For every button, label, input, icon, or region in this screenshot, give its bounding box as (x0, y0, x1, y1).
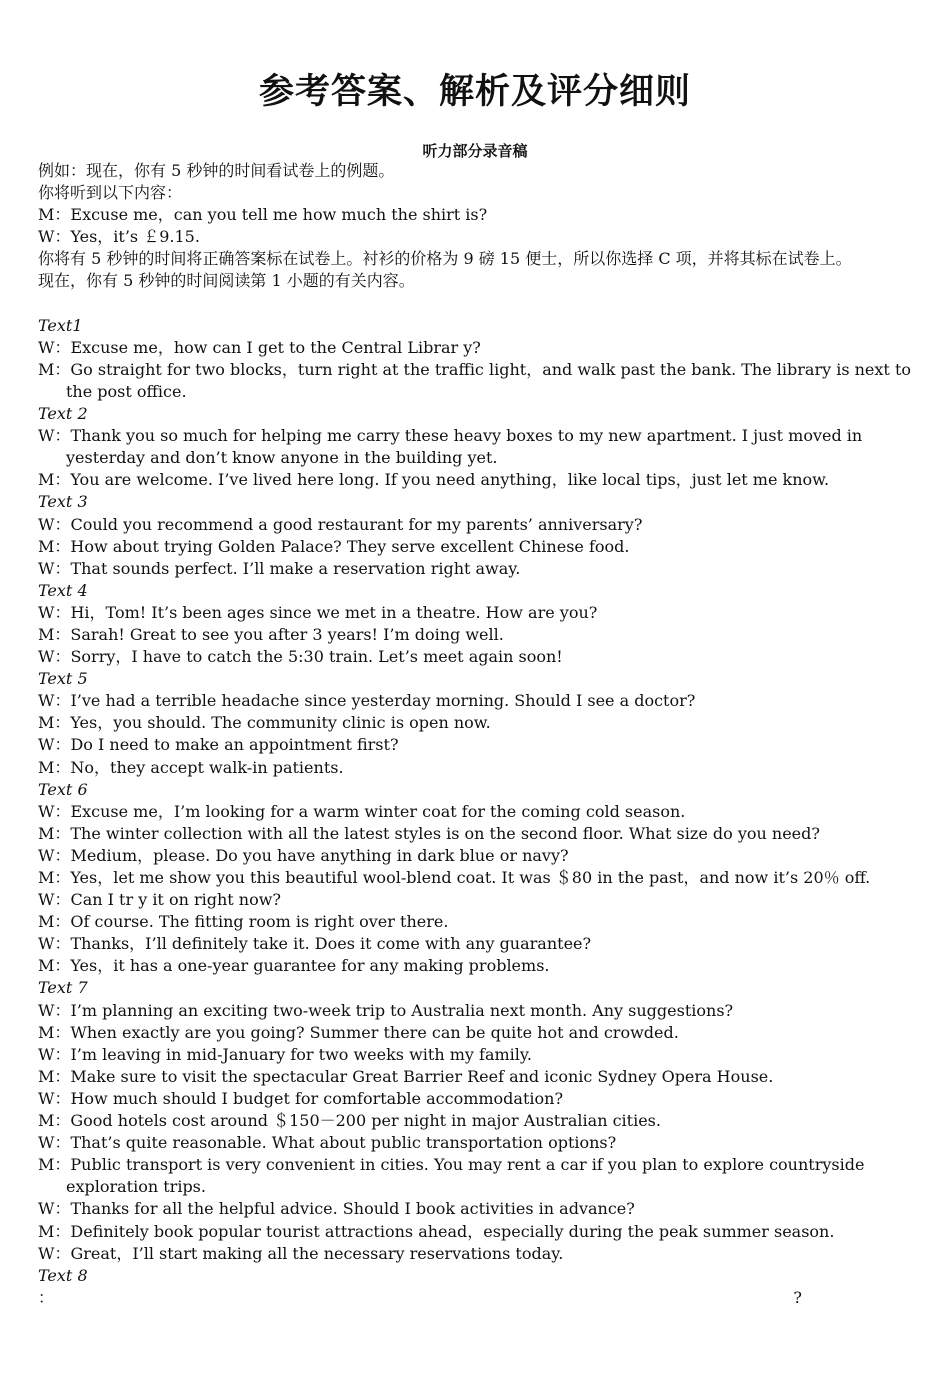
intro-line: 现在，你有 5 秒钟的时间阅读第 1 小题的有关内容。 (38, 271, 415, 291)
intro-line: 例如：现在，你有 5 秒钟的时间看试卷上的例题。 (38, 161, 395, 180)
dialogue-line: W：How much should I budget for comfortable accommodation? (38, 1088, 564, 1108)
dialogue-line: W：That’s quite reasonable. What about public transportation options? (38, 1133, 617, 1153)
dialogue-line: M：Yes，let me show you this beautiful wool-blend coat. It was ＄80 in the past，and now it’s 20％ off. (38, 868, 871, 887)
dialogue-line: M：How about trying Golden Palace? They serve excellent Chinese food. (38, 536, 630, 556)
dialogue-line: W：Do I need to make an appointment first? (38, 735, 399, 755)
intro-line: 你将听到以下内容： (38, 183, 183, 203)
dialogue-line: W：Hi，Tom! It’s been ages since we met in a theatre. How are you? (38, 602, 598, 622)
cutoff-line (38, 1287, 914, 1309)
intro-line: M：Excuse me，can you tell me how much the shirt is? (38, 205, 488, 225)
section-subtitle: 听力部分录音稿 (422, 142, 528, 160)
text-heading: Text 5 (38, 669, 88, 689)
text-heading: Text 2 (38, 404, 88, 424)
text-heading: Text 3 (38, 492, 88, 512)
spacer (38, 293, 914, 315)
page-title: 参考答案、解析及评分细则 (258, 72, 691, 112)
dialogue-line: M：No，they accept walk-in patients. (38, 757, 344, 777)
dialogue-line: M：You are welcome. I’ve lived here long. If you need anything，like local tips，just let me know. (38, 470, 830, 490)
dialogue-line: M：Yes，it has a one-year guarantee for any making problems. (38, 956, 550, 976)
dialogue-line: W：Medium，please. Do you have anything in dark blue or navy? (38, 845, 569, 865)
dialogue-line: M：Make sure to visit the spectacular Great Barrier Reef and iconic Sydney Opera House. (38, 1066, 774, 1086)
dialogue-line: M：Good hotels cost around ＄150－200 per night in major Australian cities. (38, 1111, 661, 1131)
cutoff-left-mark: ： (38, 1287, 55, 1307)
cutoff-right-mark: ? (793, 1287, 802, 1307)
text-heading: Text 4 (38, 580, 88, 600)
dialogue-line: W：Excuse me，how can I get to the Central Librar y? (38, 337, 481, 357)
text-heading: Text1 (38, 315, 83, 335)
dialogue-line: W：Excuse me，I’m looking for a warm winter coat for the coming cold season. (38, 801, 686, 821)
dialogue-line: M：Go straight for two blocks，turn right at the traffic light，and walk past the bank. The library is next to the post office. (38, 359, 912, 401)
dialogue-line: M：Of course. The fitting room is right over there. (38, 912, 449, 932)
dialogue-line: W：I’m planning an exciting two-week trip to Australia next month. Any suggestions? (38, 1000, 734, 1020)
text-heading: Text 7 (38, 978, 88, 998)
dialogue-line: M：Sarah! Great to see you after 3 years! I’m doing well. (38, 624, 504, 644)
text-heading: Text 6 (38, 779, 88, 799)
dialogue-line: W：Thanks for all the helpful advice. Should I book activities in advance? (38, 1199, 635, 1219)
dialogue-line: M：Public transport is very convenient in cities. You may rent a car if you plan to explore countryside exploration trips. (38, 1155, 865, 1197)
dialogue-line: W：Could you recommend a good restaurant for my parents’ anniversary? (38, 514, 643, 534)
transcript-body (38, 160, 914, 1309)
text-heading: Text 8 (38, 1265, 88, 1285)
dialogue-line: M：The winter collection with all the latest styles is on the second floor. What size do you need? (38, 823, 820, 843)
dialogue-line: W：Thanks，I’ll definitely take it. Does it come with any guarantee? (38, 934, 592, 954)
intro-line: W：Yes，it’s ￡9.15. (38, 227, 200, 247)
dialogue-line: W：Sorry，I have to catch the 5:30 train. Let’s meet again soon! (38, 647, 563, 667)
dialogue-line: M：Yes，you should. The community clinic is open now. (38, 713, 491, 733)
dialogue-line: W：Great，I’ll start making all the necessary reservations today. (38, 1243, 564, 1263)
dialogue-line: W：I’ve had a terrible headache since yesterday morning. Should I see a doctor? (38, 691, 696, 711)
dialogue-line: M：Definitely book popular tourist attractions ahead，especially during the peak summer season. (38, 1221, 835, 1241)
dialogue-line: W：I’m leaving in mid-January for two weeks with my family. (38, 1044, 532, 1064)
dialogue-line: W：Thank you so much for helping me carry these heavy boxes to my new apartment. I just moved in yesterday and don’t know anyone in the building yet. (38, 426, 863, 468)
dialogue-line: W：Can I tr y it on right now? (38, 890, 282, 910)
dialogue-line: M：When exactly are you going? Summer there can be quite hot and crowded. (38, 1022, 679, 1042)
intro-line: 你将有 5 秒钟的时间将正确答案标在试卷上。衬衫的价格为 9 磅 15 便士，所以你选择 C 项，并将其标在试卷上。 (38, 249, 852, 269)
dialogue-line: W：That sounds perfect. I’ll make a reservation right away. (38, 558, 521, 578)
